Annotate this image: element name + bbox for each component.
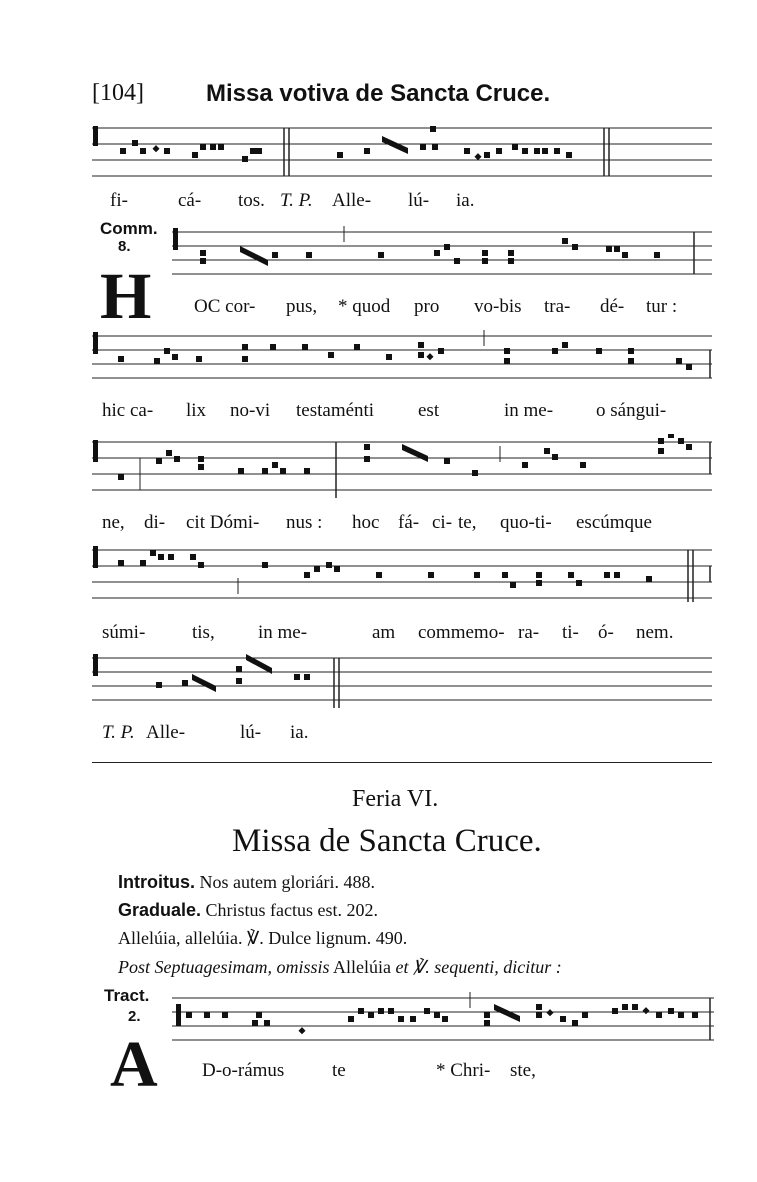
staff-7 [172, 990, 714, 1054]
communio-lyric: nus : [286, 512, 323, 533]
proper-text: Christus factus est. 202. [205, 900, 379, 920]
staff-3-notation [92, 330, 712, 390]
communio-lyric: di- [144, 512, 166, 533]
proper-text: Allelúia, allelúia. ℣. Dulce lignum. 490. [118, 928, 408, 948]
communio-lyric: tur : [646, 296, 678, 317]
page-title: Missa votiva de Sancta Cruce. [206, 80, 551, 107]
communio-lyric: tra- [544, 296, 571, 317]
communio-lyric: Alle- [146, 722, 186, 743]
tractus-lyric: D-o-rámus [202, 1060, 285, 1081]
communio-lyric: ra- [518, 622, 540, 643]
feria-heading: Feria VI. [352, 786, 439, 812]
staff-2-notation [172, 224, 712, 284]
chant1-lyric: Alle- [332, 190, 372, 211]
tractus-lyric: * Chri- [436, 1060, 491, 1081]
staff-6 [92, 652, 712, 712]
communio-lyric: lú- [240, 722, 262, 743]
page-number: [104] [92, 80, 144, 106]
proper-label: Introitus. [118, 872, 195, 892]
communio-lyric: pus, [286, 296, 318, 317]
communio-lyric: fá- [398, 512, 420, 533]
chant1-lyric: fi- [110, 190, 128, 211]
proper-graduale [118, 900, 378, 921]
communio-initial: H [100, 260, 152, 333]
communio-lyric: escúmque [576, 512, 652, 533]
communio-lyric: in me- [258, 622, 308, 643]
communio-lyric: o sángui- [596, 400, 667, 421]
tractus-initial: A [110, 1028, 158, 1101]
proper-text: Nos autem gloriári. 488. [199, 872, 375, 892]
rubric-part: Post Septuagesimam, omissis [118, 957, 330, 977]
rubric-part: Allelúia [333, 957, 391, 977]
communio-lyric: ia. [290, 722, 309, 743]
section-divider [92, 762, 712, 763]
staff-5 [92, 544, 712, 606]
proper-alleluia [118, 928, 407, 949]
communio-lyric: am [372, 622, 396, 643]
communio-label: Comm. [100, 219, 158, 238]
tractus-label: Tract. [104, 986, 150, 1005]
communio-lyric: est [418, 400, 440, 421]
communio-lyric: hoc [352, 512, 380, 533]
communio-lyric: * quod [338, 296, 391, 317]
chant1-lyric: cá- [178, 190, 202, 211]
proper-introitus [118, 872, 375, 893]
chant1-lyric: ia. [456, 190, 475, 211]
communio-lyric: nem. [636, 622, 674, 643]
communio-lyric: lix [186, 400, 207, 421]
communio-lyric: ó- [598, 622, 614, 643]
communio-lyric: tis, [192, 622, 215, 643]
proper-label: Graduale. [118, 900, 202, 920]
staff-1 [92, 122, 712, 184]
tractus-lyric: ste, [510, 1060, 536, 1081]
communio-lyric: hic ca- [102, 400, 154, 421]
communio-lyric: pro [414, 296, 440, 317]
staff-4 [92, 434, 712, 498]
staff-4-notation [92, 434, 712, 498]
communio-lyric: cit Dómi- [186, 512, 260, 533]
communio-lyric: in me- [504, 400, 554, 421]
communio-lyric: OC cor- [194, 296, 256, 317]
staff-3 [92, 330, 712, 390]
communio-lyric: T. P. [102, 722, 135, 743]
communio-lyric: testaménti [296, 400, 375, 421]
staff-6-notation [92, 652, 712, 712]
communio-lyric: te, [458, 512, 477, 533]
chant1-lyric: tos. [238, 190, 265, 211]
staff-5-notation [92, 544, 712, 606]
communio-lyric: vo-bis [474, 296, 522, 317]
chant1-lyric: lú- [408, 190, 430, 211]
communio-lyric: dé- [600, 296, 625, 317]
communio-lyric: quo-ti- [500, 512, 552, 533]
communio-lyric: ci- [432, 512, 453, 533]
chant1-lyric: T. P. [280, 190, 313, 211]
communio-lyric: súmi- [102, 622, 146, 643]
staff-2 [172, 224, 712, 284]
communio-lyric: commemo- [418, 622, 505, 643]
staff-7-notation [172, 990, 714, 1054]
communio-mode: 8. [118, 238, 131, 255]
rubric-part: et ℣. sequenti, dicitur : [395, 957, 562, 977]
tractus-lyric: te [332, 1060, 346, 1081]
rubric [118, 957, 562, 978]
communio-lyric: ne, [102, 512, 125, 533]
tractus-mode: 2. [128, 1008, 141, 1025]
communio-lyric: ti- [562, 622, 579, 643]
missa-title: Missa de Sancta Cruce. [232, 823, 542, 859]
staff-1-notation [92, 122, 712, 184]
communio-lyric: no-vi [230, 400, 271, 421]
